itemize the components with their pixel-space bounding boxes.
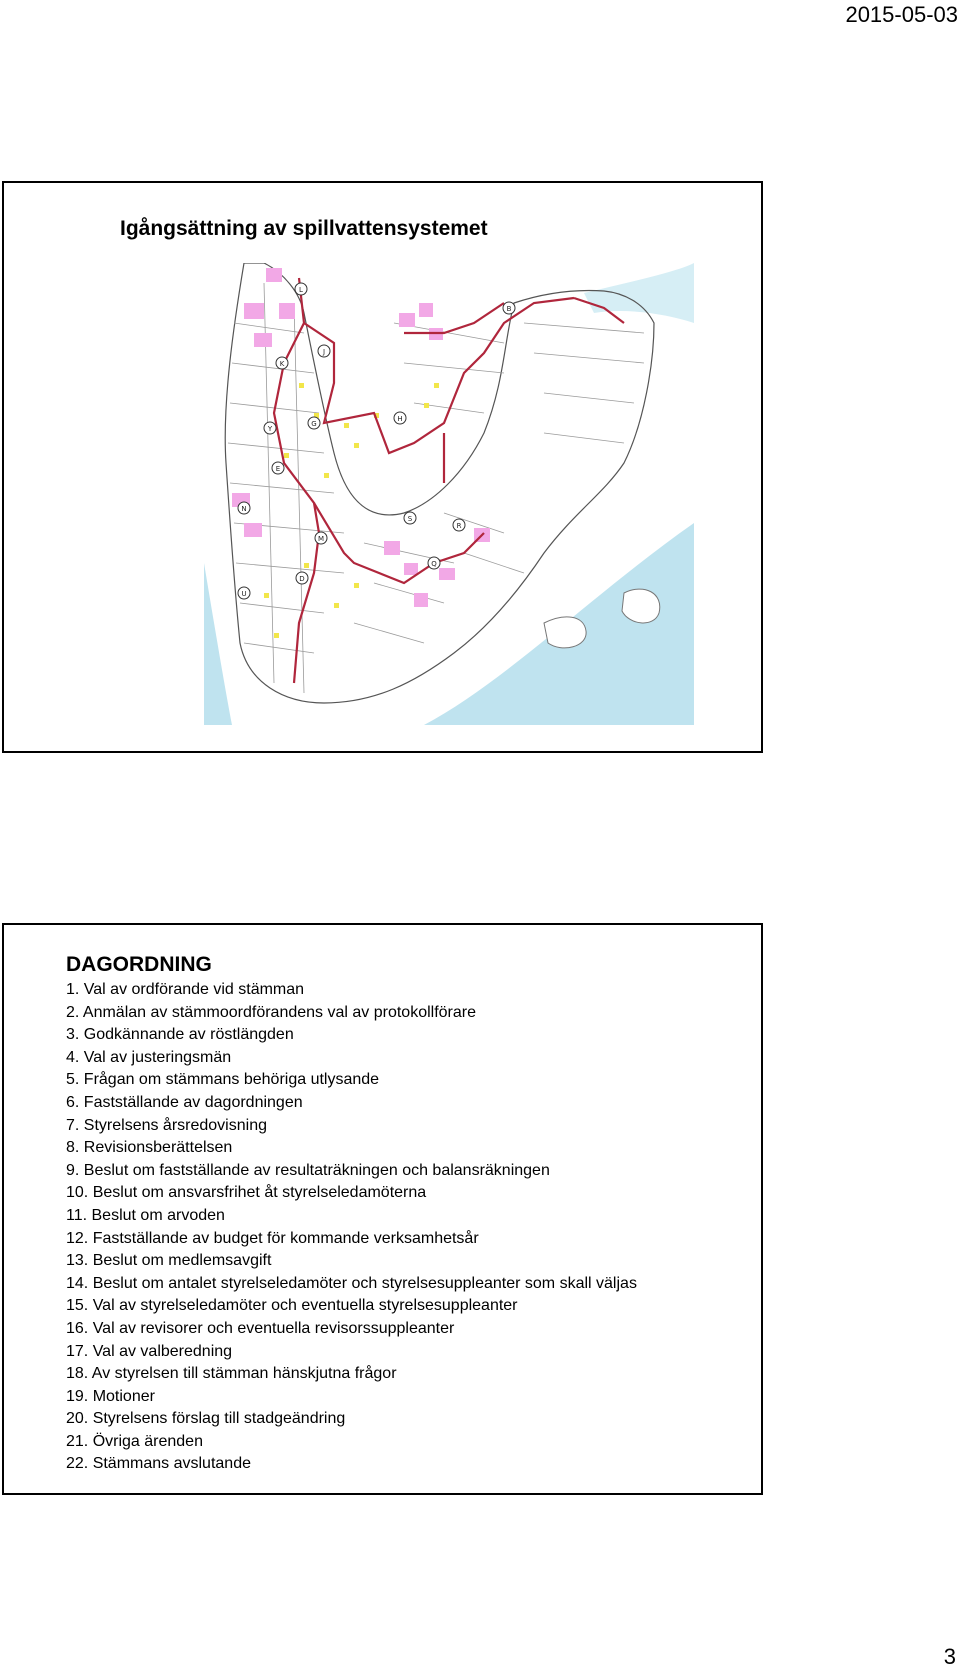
agenda-title: DAGORDNING	[66, 953, 212, 976]
agenda-item: 10. Beslut om ansvarsfrihet åt styrelseledamöterna	[66, 1184, 427, 1202]
agenda-item: 1. Val av ordförande vid stämman	[66, 981, 305, 998]
sewer-network-map	[204, 263, 694, 725]
manhole-label: Y	[267, 425, 273, 433]
manhole-label: M	[317, 535, 325, 543]
manhole-label: R	[456, 522, 462, 530]
houses	[264, 383, 439, 638]
manhole-label: G	[311, 420, 317, 428]
island	[544, 617, 586, 648]
agenda-item: 21. Övriga ärenden	[66, 1432, 203, 1450]
manhole-label: E	[275, 465, 281, 473]
agenda-item: 17. Val av valberedning	[66, 1342, 233, 1360]
agenda-item: 13. Beslut om medlemsavgift	[66, 1252, 272, 1270]
agenda-item: 20. Styrelsens förslag till stadgeändring	[66, 1410, 346, 1428]
slide-title: Igångsättning av spillvattensystemet	[120, 217, 488, 240]
manhole-label: H	[397, 415, 403, 423]
manhole-label: K	[279, 360, 285, 368]
agenda-content	[66, 953, 637, 1476]
agenda-item: 15. Val av styrelseledamöter och eventuella styrelsesuppleanter	[66, 1297, 518, 1315]
agenda-item: 7. Styrelsens årsredovisning	[66, 1116, 267, 1134]
agenda-list	[66, 979, 637, 1476]
manhole-label: U	[241, 590, 247, 598]
page-number: 3	[943, 1644, 956, 1669]
manhole-label: S	[407, 515, 413, 523]
agenda-item: 22. Stämmans avslutande	[66, 1455, 251, 1473]
agenda-item: 3. Godkännande av röstlängden	[66, 1026, 294, 1044]
agenda-item: 12. Fastställande av budget för kommande verksamhetsår	[66, 1229, 479, 1247]
manhole-label: B	[506, 305, 512, 313]
agenda-item: 11. Beslut om arvoden	[66, 1206, 225, 1224]
slide-agenda	[2, 923, 763, 1495]
manhole-label: J	[322, 348, 326, 356]
agenda-item: 9. Beslut om fastställande av resultaträkningen och balansräkningen	[66, 1161, 550, 1179]
manhole-label: D	[299, 575, 305, 583]
agenda-item: 18. Av styrelsen till stämman hänskjutna frågor	[66, 1365, 397, 1383]
agenda-item: 4. Val av justeringsmän	[66, 1048, 232, 1066]
manhole-label: L	[299, 286, 303, 294]
page-date: 2015-05-03	[845, 2, 958, 27]
agenda-item: 2. Anmälan av stämmoordförandens val av protokollförare	[66, 1003, 476, 1021]
water-west	[204, 563, 232, 725]
island	[622, 589, 660, 623]
manhole-label: N	[241, 505, 247, 513]
manhole-label: Q	[431, 560, 437, 568]
agenda-item: 8. Revisionsberättelsen	[66, 1139, 233, 1157]
slide-map	[2, 181, 763, 753]
water-north	[584, 263, 694, 323]
agenda-item: 19. Motioner	[66, 1387, 155, 1405]
agenda-item: 6. Fastställande av dagordningen	[66, 1093, 303, 1111]
agenda-item: 5. Frågan om stämmans behöriga utlysande	[66, 1071, 380, 1089]
agenda-item: 14. Beslut om antalet styrelseledamöter och styrelsesuppleanter som skall väljas	[66, 1274, 637, 1292]
agenda-item: 16. Val av revisorer och eventuella revisorssuppleanter	[66, 1319, 455, 1337]
